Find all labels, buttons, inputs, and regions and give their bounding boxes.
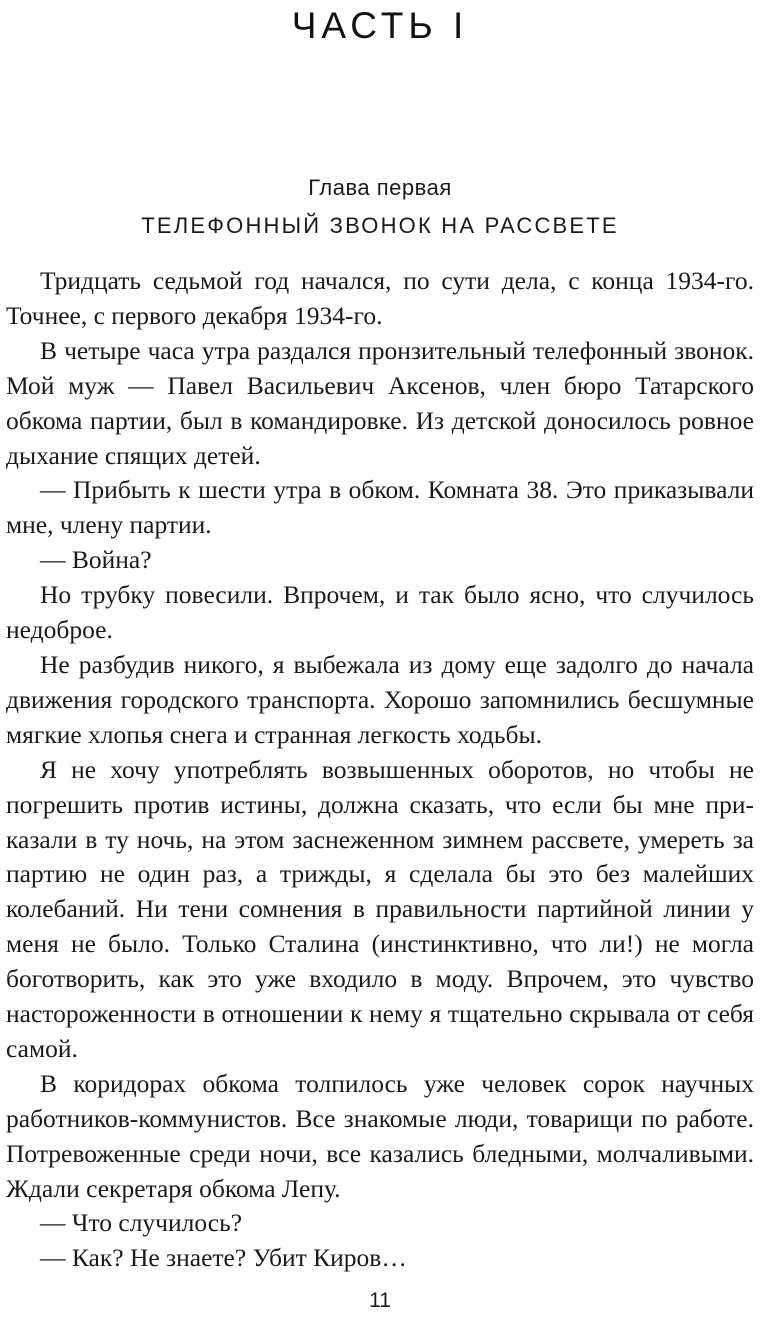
chapter-number: Глава первая — [308, 175, 452, 200]
paragraph: — Война? — [40, 545, 152, 575]
paragraph: Я не хочу употреблять возвышенных оборотов, но чтобы не погрешить против истины, должна сказать, что если бы мне приказали в ту ночь, на этом заснеженном зимнем рассвете, умереть за партию не один раз, а трижды, я сделала бы это без малейших колебаний. Ни тени сомнения в правильности партийной линии у меня не было. Только Сталина (инстинктивно, что ли!) не могла боготворить, как это уже входило в моду. Впрочем, это чувство настороженности в отношении к нему я тщательно скрывала от себя самой. — [6, 754, 754, 1063]
paragraph: В коридорах обкома толпилось уже человек сорок научных работников-коммунистов. Все знакомые люди, товарищи по работе. Потревоженные среди ночи, все казались бледными, молчаливыми. Ждали секретаря обкома Лепу. — [6, 1068, 754, 1203]
paragraph: — Как? Не знаете? Убит Киров… — [40, 1243, 407, 1273]
page-number: 11 — [369, 1289, 391, 1312]
paragraph: — Прибыть к шести утра в обком. Комната 38. Это приказывали мне, члену партии. — [6, 475, 754, 540]
paragraph: — Что случилось? — [40, 1208, 243, 1238]
part-title: ЧАСТЬ I — [291, 5, 469, 46]
paragraph: Не разбудив никого, я выбежала из дому еще задолго до начала движения городского транспорта. Хорошо запомнились бесшумные мягкие хлопья снега и странная легкость ходьбы. — [6, 649, 754, 749]
chapter-body — [6, 264, 754, 1276]
chapter-title: ТЕЛЕФОННЫЙ ЗВОНОК НА РАССВЕТЕ — [141, 213, 619, 238]
paragraph: В четыре часа утра раздался пронзительный телефонный звонок. Мой муж — Павел Васильевич Аксенов, член бюро Татарского обкома партии, был в командировке. Из детской доносилось ровное дыхание спящих детей. — [6, 335, 754, 470]
paragraph: Но трубку повесили. Впрочем, и так было ясно, что случилось недоброе. — [6, 580, 754, 645]
paragraph: Тридцать седьмой год начался, по сути дела, с конца 1934-го. Точнее, с первого декабря 1934-го. — [6, 266, 754, 330]
